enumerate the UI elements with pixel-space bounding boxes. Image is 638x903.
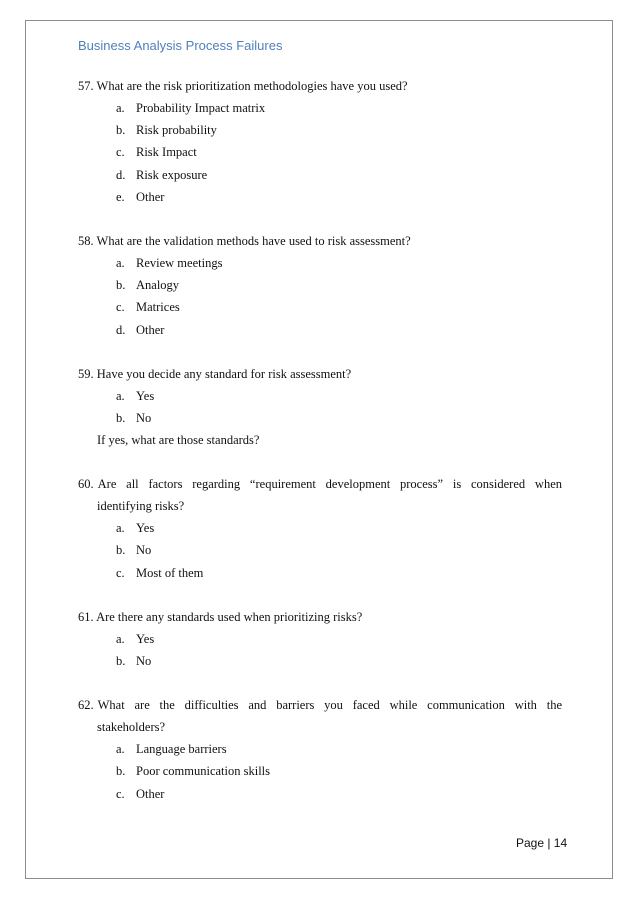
questionnaire [78, 75, 562, 827]
option-letter: a. [116, 256, 125, 271]
option [78, 407, 562, 429]
option-letter: b. [116, 123, 126, 138]
option-text: Risk Impact [136, 145, 197, 160]
option [78, 186, 562, 208]
option-text: Probability Impact matrix [136, 101, 266, 115]
follow-up-prompt: If yes, what are those standards? [97, 433, 260, 448]
option-text: Risk exposure [136, 167, 208, 182]
question-62 [78, 694, 562, 805]
option-text: Review meetings [136, 256, 223, 271]
option-text: Yes [136, 631, 155, 646]
option [78, 628, 562, 650]
option [78, 164, 562, 186]
option-text: Yes [136, 388, 155, 403]
question-body-line1: Are all factors regarding “requirement development process” is considered when [97, 477, 562, 492]
option-letter: a. [116, 631, 125, 646]
option-letter: c. [116, 300, 125, 315]
question-text [78, 694, 562, 738]
option [78, 562, 562, 584]
question-body: What are the validation methods have used to risk assessment? [96, 234, 411, 249]
question-body: Have you decide any standard for risk assessment? [96, 366, 352, 381]
question-60 [78, 473, 562, 584]
option-letter: c. [116, 145, 125, 160]
question-body-line2: identifying risks? [97, 499, 185, 514]
question-text [78, 75, 562, 97]
option-text: Other [136, 189, 165, 204]
option [78, 274, 562, 296]
option [78, 119, 562, 141]
option [78, 760, 562, 782]
option-text: Matrices [136, 300, 180, 315]
option-letter: d. [116, 322, 126, 337]
option [78, 97, 562, 119]
question-line-1 [78, 473, 562, 495]
page-number: Page | 14 [516, 836, 568, 850]
option [78, 539, 562, 561]
question-line-1 [78, 694, 562, 716]
question-number: 59. [78, 366, 94, 381]
option-text: Other [136, 322, 165, 337]
option-text: Risk probability [136, 123, 217, 138]
question-59 [78, 363, 562, 451]
option-text: Yes [136, 521, 155, 536]
option-letter: a. [116, 101, 125, 115]
option-letter: b. [116, 543, 126, 558]
option-letter: b. [116, 654, 126, 669]
option [78, 783, 562, 805]
option [78, 252, 562, 274]
option [78, 296, 562, 318]
question-body: Are there any standards used when prioritizing risks? [96, 609, 363, 624]
question-body-line2: stakeholders? [97, 720, 166, 735]
option-text: Other [136, 786, 165, 801]
question-text [78, 606, 562, 628]
question-number: 62. [78, 698, 94, 713]
question-text [78, 363, 562, 385]
option [78, 385, 562, 407]
question-number: 60. [78, 477, 94, 492]
option-letter: a. [116, 388, 125, 403]
question-number: 58. [78, 234, 94, 249]
question-61 [78, 606, 562, 672]
option-letter: b. [116, 278, 126, 293]
option-letter: a. [116, 742, 125, 757]
option [78, 319, 562, 341]
question-number: 57. [78, 79, 94, 93]
option-letter: a. [116, 521, 125, 536]
option-text: No [136, 654, 152, 669]
option [78, 738, 562, 760]
option-text: Analogy [136, 278, 180, 293]
option-text: Most of them [136, 565, 204, 580]
question-body-line1: What are the difficulties and barriers you faced while communication with the [97, 698, 562, 713]
option [78, 517, 562, 539]
question-text [78, 230, 562, 252]
question-57 [78, 75, 562, 208]
option [78, 650, 562, 672]
option-text: No [136, 543, 152, 558]
option-letter: b. [116, 411, 126, 426]
option-text: Language barriers [136, 742, 227, 757]
question-text [78, 473, 562, 517]
option-text: Poor communication skills [136, 764, 271, 779]
question-58 [78, 230, 562, 341]
question-number: 61. [78, 609, 94, 624]
option-letter: c. [116, 786, 125, 801]
option-text: No [136, 411, 152, 426]
option-letter: c. [116, 565, 125, 580]
option-letter: d. [116, 167, 126, 182]
option [78, 141, 562, 163]
option-letter: e. [116, 189, 125, 204]
option-letter: b. [116, 764, 126, 779]
question-body: What are the risk prioritization methodologies have you used? [96, 79, 408, 93]
page-header: Business Analysis Process Failures [78, 38, 283, 53]
